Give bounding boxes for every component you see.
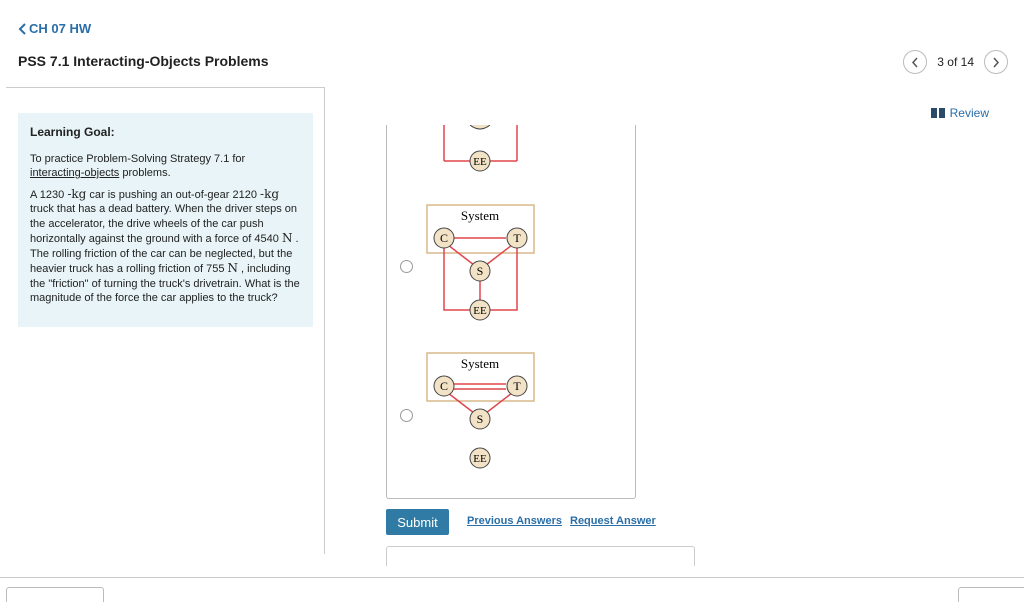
previous-item-button[interactable]	[903, 50, 927, 74]
learning-goal-panel	[18, 113, 313, 327]
svg-text:T: T	[513, 231, 521, 245]
option-b-diagram	[427, 205, 534, 320]
node-ee	[470, 151, 490, 171]
svg-text:EE: EE	[473, 305, 487, 317]
footer-right-button[interactable]	[958, 587, 1024, 602]
learning-goal-intro	[30, 152, 301, 181]
node-s	[470, 409, 490, 429]
request-answer-link[interactable]: Request Answer	[570, 515, 656, 527]
system-label: System	[460, 208, 500, 223]
column-divider	[324, 87, 325, 554]
node-t	[507, 228, 527, 248]
svg-text:C: C	[439, 379, 449, 393]
interacting-objects-link[interactable]: interacting-objects	[30, 167, 120, 179]
learning-goal-title: Learning Goal:	[30, 125, 115, 139]
back-link-label: CH 07 HW	[29, 21, 92, 36]
pager-position: 3 of 14	[937, 55, 974, 69]
problem-text-3: truck that has a dead battery. When the driver steps on the accelerator, the drive wheels of the car push horizontally against the ground with a force of 4540	[30, 203, 297, 245]
chevron-left-icon	[911, 57, 919, 68]
review-link[interactable]	[931, 106, 989, 120]
node-c	[434, 228, 454, 248]
interaction-line	[486, 393, 512, 413]
interaction-line	[448, 245, 474, 265]
option-a-diagram	[444, 125, 517, 171]
svg-text:EE: EE	[473, 156, 487, 168]
chevron-left-icon	[18, 23, 27, 35]
previous-answers-link[interactable]: Previous Answers	[467, 515, 562, 527]
unit-n-2: N	[227, 261, 238, 275]
node-s	[470, 261, 490, 281]
footer-divider	[0, 577, 1024, 578]
node-c	[434, 376, 454, 396]
chevron-right-icon	[992, 57, 1000, 68]
unit-n: N	[281, 231, 293, 245]
review-label: Review	[949, 106, 989, 120]
problem-text-5: , including the "friction" of turning the truck's drivetrain. What is the magnitude of the force the car applies to the truck?	[30, 263, 300, 304]
pager	[903, 50, 1008, 74]
intro-suffix: problems.	[119, 167, 171, 179]
submit-button[interactable]: Submit	[386, 509, 449, 535]
option-c-diagram	[427, 353, 534, 468]
node-ee	[470, 300, 490, 320]
node-ee	[470, 448, 490, 468]
page-title: PSS 7.1 Interacting-Objects Problems	[18, 53, 269, 69]
intro-text: To practice Problem-Solving Strategy 7.1 for	[30, 152, 246, 165]
svg-text:S: S	[476, 264, 484, 278]
problem-text-4: . The rolling friction of the car can be neglected, but the heavier truck has a rolling friction of 755	[30, 233, 299, 275]
book-icon	[931, 108, 945, 118]
option-b-radio[interactable]	[400, 260, 413, 273]
system-label: System	[460, 356, 500, 371]
interaction-line	[486, 245, 512, 265]
interaction-line	[448, 393, 474, 413]
interaction-line	[444, 248, 470, 310]
interaction-line	[490, 248, 517, 310]
next-item-button[interactable]	[984, 50, 1008, 74]
svg-text:EE: EE	[473, 453, 487, 465]
problem-text-1: A 1230	[30, 188, 68, 201]
footer-left-button[interactable]	[6, 587, 104, 602]
svg-text:S: S	[476, 412, 484, 426]
svg-text:C: C	[439, 231, 449, 245]
interaction-diagrams	[386, 125, 636, 499]
unit-kg-2: -kg	[260, 186, 280, 201]
header-divider	[6, 87, 324, 88]
back-to-assignment-link[interactable]	[18, 21, 91, 36]
next-part-panel	[386, 546, 695, 566]
node-s-partial	[470, 125, 490, 129]
option-c-radio[interactable]	[400, 409, 413, 422]
svg-text:T: T	[513, 379, 521, 393]
problem-text-2: car is pushing an out-of-gear 2120	[86, 188, 261, 201]
node-t	[507, 376, 527, 396]
problem-statement	[30, 187, 301, 306]
unit-kg: -kg	[67, 186, 87, 201]
